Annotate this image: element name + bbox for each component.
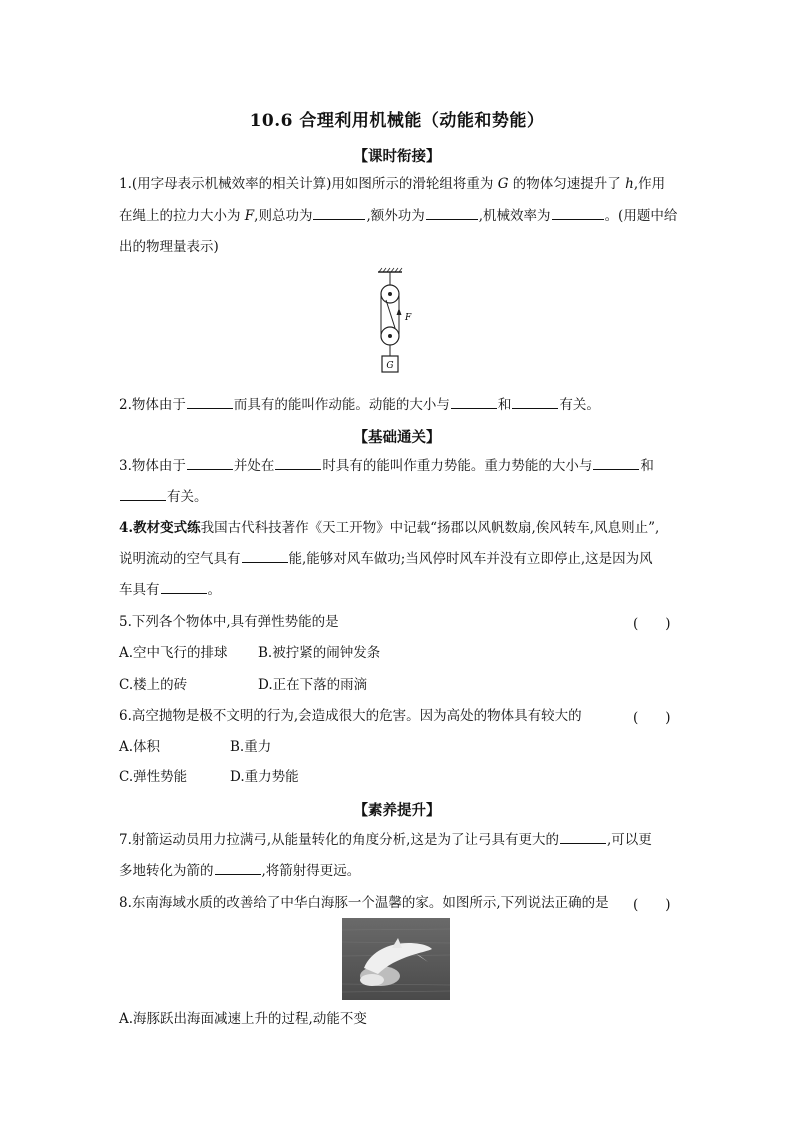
- q4-tag: 4.教材变式练: [119, 520, 201, 536]
- q3-text: 3.物体由于: [119, 458, 186, 474]
- q4-text: 说明流动的空气具有: [119, 551, 241, 567]
- q1-line-2: [119, 206, 677, 226]
- q1-text: ,作用: [633, 176, 666, 192]
- answer-blank[interactable]: [593, 468, 639, 470]
- q8-answer-paren[interactable]: ( ): [633, 897, 671, 913]
- q1-text: ,则总功为: [254, 208, 313, 224]
- q6-option-b[interactable]: B.重力: [230, 739, 272, 755]
- q3-line-1: [119, 456, 654, 476]
- q1-line-3: 出的物理量表示): [119, 239, 219, 255]
- section-heading-3: 【素养提升】: [353, 802, 441, 819]
- q7-line-2: [119, 861, 360, 881]
- answer-blank[interactable]: [313, 218, 365, 220]
- q5-option-d[interactable]: D.正在下落的雨滴: [258, 677, 368, 693]
- q6-answer-paren[interactable]: ( ): [633, 710, 671, 726]
- q5-stem: 5.下列各个物体中,具有弹性势能的是: [119, 614, 339, 630]
- q2-text: 和: [497, 397, 512, 413]
- q5-option-a[interactable]: A.空中飞行的排球: [119, 645, 228, 661]
- q6-option-a[interactable]: A.体积: [119, 739, 161, 755]
- q5-option-b[interactable]: B.被拧紧的闹钟发条: [258, 645, 381, 661]
- q4-text: 。: [207, 582, 221, 598]
- answer-blank[interactable]: [215, 873, 261, 875]
- q1-text: ,机械效率为: [478, 208, 551, 224]
- section-heading-2: 【基础通关】: [353, 429, 441, 446]
- q7-text: ,可以更: [606, 832, 652, 848]
- q3-text: 并处在: [233, 458, 275, 474]
- dolphin-photo: [342, 918, 450, 1000]
- answer-blank[interactable]: [512, 407, 558, 409]
- q1-text: ,额外功为: [366, 208, 425, 224]
- q1-text: 1.(用字母表示机械效率的相关计算)用如图所示的滑轮组将重为: [119, 176, 498, 192]
- answer-blank[interactable]: [120, 499, 166, 501]
- q6-stem: 6.高空抛物是极不文明的行为,会造成很大的危害。因为高处的物体具有较大的: [119, 708, 582, 724]
- q4-text: 能,能够对风车做功;当风停时风车并没有立即停止,这是因为风: [288, 551, 653, 567]
- q3-text: 和: [640, 458, 654, 474]
- answer-blank[interactable]: [426, 218, 478, 220]
- q1-text: 在绳上的拉力大小为: [119, 208, 245, 224]
- q7-line-1: [119, 830, 652, 850]
- answer-blank[interactable]: [187, 468, 233, 470]
- q3-line-2: [119, 487, 208, 507]
- load-label: G: [386, 361, 394, 371]
- q4-text: 车具有: [119, 582, 160, 598]
- q1-text: 的物体匀速提升了: [508, 176, 626, 192]
- q4-line-2: [119, 549, 653, 569]
- q5-option-c[interactable]: C.楼上的砖: [119, 677, 188, 693]
- q6-option-c[interactable]: C.弹性势能: [119, 769, 188, 785]
- q1-var-h: h: [625, 176, 634, 192]
- q7-text: 多地转化为箭的: [119, 863, 214, 879]
- q7-text: 7.射箭运动员用力拉满弓,从能量转化的角度分析,这是为了让弓具有更大的: [119, 832, 559, 848]
- q1-var-g: G: [497, 176, 509, 192]
- answer-blank[interactable]: [187, 407, 233, 409]
- answer-blank[interactable]: [161, 592, 207, 594]
- q4-line-1: [119, 518, 659, 538]
- q7-text: ,将箭射得更远。: [261, 863, 361, 879]
- section-heading-1: 【课时衔接】: [353, 148, 441, 165]
- answer-blank[interactable]: [242, 561, 288, 563]
- q3-text: 时具有的能叫作重力势能。重力势能的大小与: [322, 458, 593, 474]
- q6-option-d[interactable]: D.重力势能: [230, 769, 299, 785]
- q4-line-3: [119, 580, 221, 600]
- answer-blank[interactable]: [451, 407, 497, 409]
- q3-text: 有关。: [167, 489, 208, 505]
- q8-option-a[interactable]: A.海豚跃出海面减速上升的过程,动能不变: [119, 1011, 367, 1027]
- q2-text: 而具有的能叫作动能。动能的大小与: [233, 397, 450, 413]
- pulley-figure: [362, 266, 434, 378]
- q5-answer-paren[interactable]: ( ): [633, 616, 671, 632]
- q1-var-f: F: [244, 208, 255, 224]
- force-label: F: [405, 313, 412, 323]
- q2-text: 有关。: [559, 397, 600, 413]
- q8-stem: 8.东南海域水质的改善给了中华白海豚一个温馨的家。如图所示,下列说法正确的是: [119, 895, 609, 911]
- answer-blank[interactable]: [560, 842, 606, 844]
- page-title: 10.6 合理利用机械能（动能和势能）: [249, 111, 545, 131]
- q1-text: 。(用题中给: [604, 208, 678, 224]
- answer-blank[interactable]: [552, 218, 604, 220]
- q2-line: [119, 395, 600, 415]
- answer-blank[interactable]: [275, 468, 321, 470]
- q1-line-1: [119, 174, 665, 194]
- q2-text: 2.物体由于: [119, 397, 186, 413]
- q4-text: 我国古代科技著作《天工开物》中记载“扬郡以风帆数扇,俟风转车,风息则止”,: [200, 520, 660, 536]
